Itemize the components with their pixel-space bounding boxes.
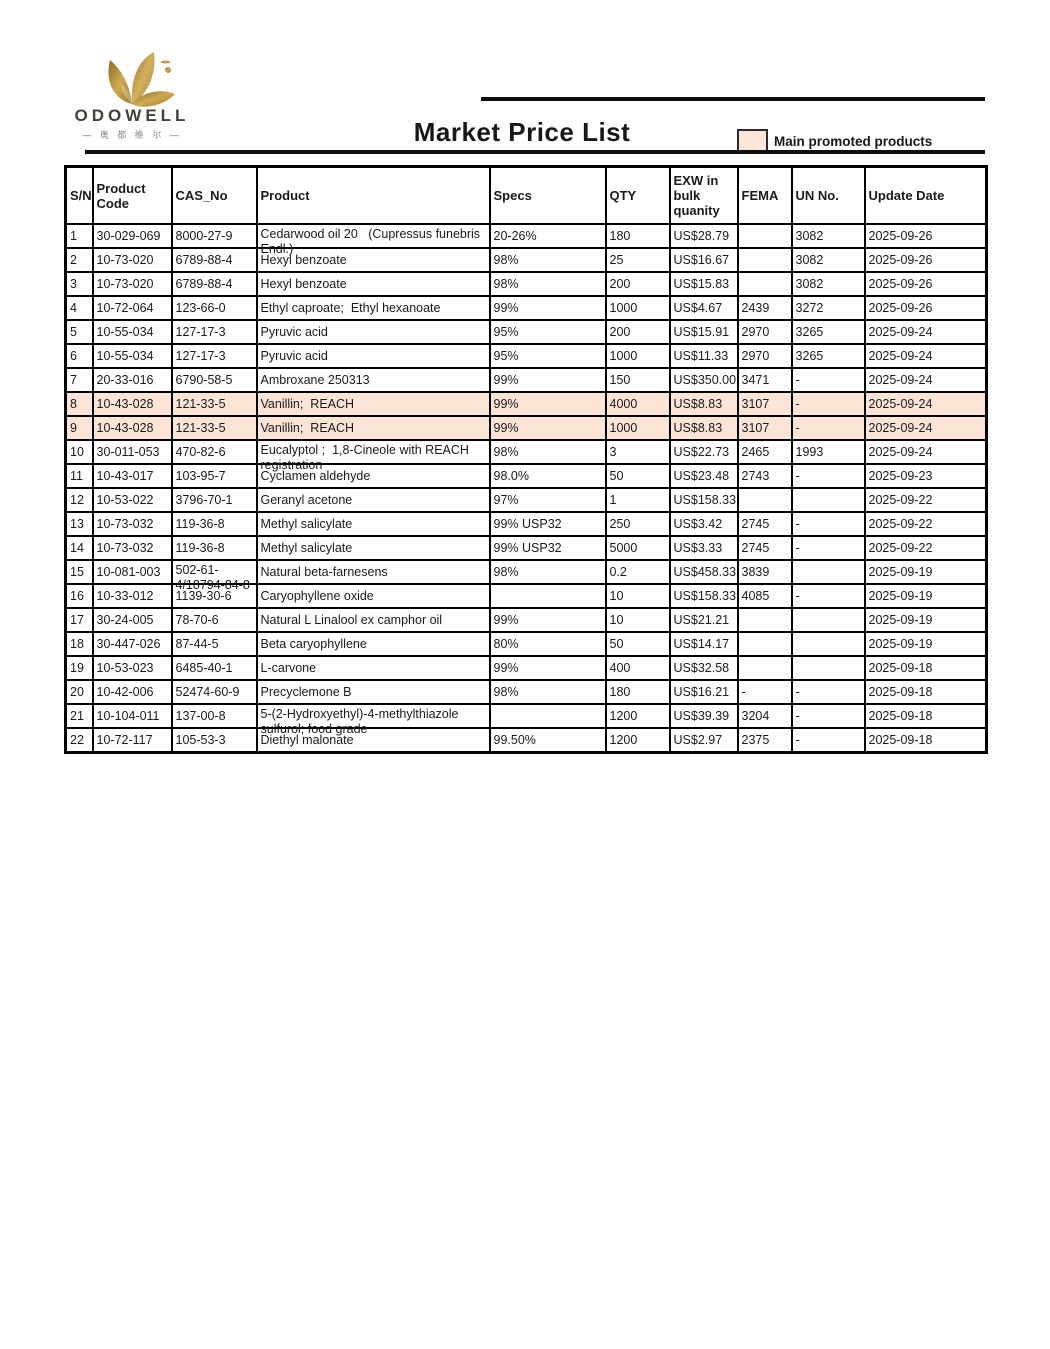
column-header-qty: QTY <box>606 167 670 225</box>
cell-un <box>792 608 865 632</box>
cell-exw: US$16.21 <box>670 680 738 704</box>
cell-exw: US$28.79 <box>670 224 738 248</box>
cell-date: 2025-09-18 <box>865 680 987 704</box>
cell-cas: 6790-58-5 <box>172 368 257 392</box>
cell-specs: 99% <box>490 416 606 440</box>
table-row <box>66 248 987 272</box>
cell-un: - <box>792 368 865 392</box>
table-row <box>66 320 987 344</box>
cell-cas: 127-17-3 <box>172 320 257 344</box>
table-row <box>66 656 987 680</box>
cell-sn: 9 <box>66 416 93 440</box>
price-table <box>64 165 988 754</box>
cell-qty: 0.2 <box>606 560 670 584</box>
cell-specs: 95% <box>490 320 606 344</box>
cell-code: 20-33-016 <box>93 368 172 392</box>
cell-sn: 14 <box>66 536 93 560</box>
cell-exw: US$3.42 <box>670 512 738 536</box>
cell-date: 2025-09-18 <box>865 704 987 728</box>
top-divider <box>481 97 985 101</box>
cell-product: Vanillin; REACH <box>257 416 490 440</box>
cell-sn: 7 <box>66 368 93 392</box>
cell-exw: US$350.00 <box>670 368 738 392</box>
cell-qty: 200 <box>606 320 670 344</box>
cell-product: Methyl salicylate <box>257 536 490 560</box>
cell-specs: 99% <box>490 608 606 632</box>
cell-date: 2025-09-19 <box>865 560 987 584</box>
cell-product: Pyruvic acid <box>257 344 490 368</box>
cell-un: - <box>792 392 865 416</box>
cell-date: 2025-09-22 <box>865 488 987 512</box>
cell-exw: US$158.33 <box>670 488 738 512</box>
cell-qty: 4000 <box>606 392 670 416</box>
table-row <box>66 464 987 488</box>
cell-fema: 2970 <box>738 320 792 344</box>
cell-sn: 1 <box>66 224 93 248</box>
cell-specs: 99% USP32 <box>490 512 606 536</box>
table-row <box>66 368 987 392</box>
cell-sn: 12 <box>66 488 93 512</box>
column-header-fema: FEMA <box>738 167 792 225</box>
cell-fema: 2439 <box>738 296 792 320</box>
table-row <box>66 296 987 320</box>
cell-exw: US$14.17 <box>670 632 738 656</box>
cell-specs: 97% <box>490 488 606 512</box>
cell-cas: 105-53-3 <box>172 728 257 753</box>
flower-logo-icon <box>80 46 184 108</box>
brand-logo <box>62 46 202 141</box>
cell-product: Natural L Linalool ex camphor oil <box>257 608 490 632</box>
cell-exw: US$22.73 <box>670 440 738 464</box>
cell-code: 10-43-017 <box>93 464 172 488</box>
cell-date: 2025-09-22 <box>865 536 987 560</box>
cell-qty: 10 <box>606 608 670 632</box>
cell-exw: US$21.21 <box>670 608 738 632</box>
cell-qty: 180 <box>606 224 670 248</box>
table-row <box>66 392 987 416</box>
cell-sn: 18 <box>66 632 93 656</box>
cell-specs: 99% <box>490 368 606 392</box>
table-row <box>66 704 987 728</box>
cell-product: Cedarwood oil 20 (Cupressus funebris Endl.) <box>257 224 490 248</box>
cell-sn: 13 <box>66 512 93 536</box>
cell-un <box>792 488 865 512</box>
cell-exw: US$39.39 <box>670 704 738 728</box>
brand-subtext: — 奥 都 维 尔 — <box>82 130 182 140</box>
cell-sn: 21 <box>66 704 93 728</box>
cell-cas: 119-36-8 <box>172 512 257 536</box>
table-row <box>66 488 987 512</box>
cell-fema: - <box>738 680 792 704</box>
cell-code: 10-73-020 <box>93 272 172 296</box>
cell-specs: 98% <box>490 272 606 296</box>
cell-code: 30-029-069 <box>93 224 172 248</box>
cell-product: Ethyl caproate; Ethyl hexanoate <box>257 296 490 320</box>
cell-cas: 127-17-3 <box>172 344 257 368</box>
cell-qty: 1000 <box>606 416 670 440</box>
cell-sn: 17 <box>66 608 93 632</box>
cell-code: 10-73-032 <box>93 512 172 536</box>
cell-fema: 4085 <box>738 584 792 608</box>
column-header-product: Product <box>257 167 490 225</box>
cell-code: 10-33-012 <box>93 584 172 608</box>
cell-qty: 250 <box>606 512 670 536</box>
table-row <box>66 344 987 368</box>
cell-cas: 6789-88-4 <box>172 248 257 272</box>
cell-fema <box>738 224 792 248</box>
cell-code: 10-73-032 <box>93 536 172 560</box>
cell-specs: 20-26% <box>490 224 606 248</box>
cell-fema <box>738 248 792 272</box>
cell-un: - <box>792 680 865 704</box>
cell-sn: 3 <box>66 272 93 296</box>
cell-product: Precyclemone B <box>257 680 490 704</box>
cell-un: - <box>792 536 865 560</box>
cell-un: 3265 <box>792 320 865 344</box>
cell-product: Caryophyllene oxide <box>257 584 490 608</box>
cell-code: 10-72-117 <box>93 728 172 753</box>
cell-fema: 3107 <box>738 416 792 440</box>
cell-date: 2025-09-24 <box>865 392 987 416</box>
cell-code: 10-72-064 <box>93 296 172 320</box>
cell-date: 2025-09-26 <box>865 224 987 248</box>
cell-code: 10-42-006 <box>93 680 172 704</box>
cell-cas: 121-33-5 <box>172 392 257 416</box>
cell-product: Eucalyptol ; 1,8-Cineole with REACH registration <box>257 440 490 464</box>
cell-exw: US$23.48 <box>670 464 738 488</box>
cell-product: Methyl salicylate <box>257 512 490 536</box>
cell-product: Cyclamen aldehyde <box>257 464 490 488</box>
cell-specs: 99% <box>490 656 606 680</box>
cell-qty: 150 <box>606 368 670 392</box>
title-divider <box>85 150 985 154</box>
cell-exw: US$32.58 <box>670 656 738 680</box>
brand-name: ODOWELL <box>74 106 190 125</box>
cell-qty: 25 <box>606 248 670 272</box>
table-row <box>66 224 987 248</box>
cell-sn: 4 <box>66 296 93 320</box>
promoted-label: Main promoted products <box>774 133 933 149</box>
cell-un: 3265 <box>792 344 865 368</box>
cell-exw: US$4.67 <box>670 296 738 320</box>
cell-exw: US$2.97 <box>670 728 738 753</box>
cell-date: 2025-09-26 <box>865 248 987 272</box>
cell-fema: 3204 <box>738 704 792 728</box>
cell-cas: 8000-27-9 <box>172 224 257 248</box>
cell-un: - <box>792 728 865 753</box>
cell-code: 10-104-011 <box>93 704 172 728</box>
cell-un: - <box>792 584 865 608</box>
cell-date: 2025-09-19 <box>865 608 987 632</box>
cell-specs <box>490 704 606 728</box>
cell-product: Diethyl malonate <box>257 728 490 753</box>
cell-fema: 2745 <box>738 536 792 560</box>
cell-un <box>792 560 865 584</box>
cell-specs: 99% USP32 <box>490 536 606 560</box>
cell-qty: 200 <box>606 272 670 296</box>
cell-cas: 121-33-5 <box>172 416 257 440</box>
cell-fema: 2375 <box>738 728 792 753</box>
column-header-cas-no: CAS_No <box>172 167 257 225</box>
column-header-un-no: UN No. <box>792 167 865 225</box>
cell-fema <box>738 656 792 680</box>
cell-specs: 99.50% <box>490 728 606 753</box>
cell-qty: 180 <box>606 680 670 704</box>
cell-code: 10-53-022 <box>93 488 172 512</box>
cell-date: 2025-09-26 <box>865 296 987 320</box>
cell-un: 1993 <box>792 440 865 464</box>
cell-cas: 52474-60-9 <box>172 680 257 704</box>
cell-date: 2025-09-22 <box>865 512 987 536</box>
cell-sn: 5 <box>66 320 93 344</box>
cell-fema: 3839 <box>738 560 792 584</box>
table-row <box>66 728 987 753</box>
cell-un: 3082 <box>792 224 865 248</box>
cell-fema: 2465 <box>738 440 792 464</box>
column-header-update-date: Update Date <box>865 167 987 225</box>
cell-date: 2025-09-24 <box>865 368 987 392</box>
cell-date: 2025-09-26 <box>865 272 987 296</box>
cell-specs: 99% <box>490 392 606 416</box>
table-row <box>66 416 987 440</box>
table-row <box>66 536 987 560</box>
cell-product: 5-(2-Hydroxyethyl)-4-methylthiazole sulfurol; food grade <box>257 704 490 728</box>
cell-date: 2025-09-19 <box>865 584 987 608</box>
cell-sn: 15 <box>66 560 93 584</box>
cell-exw: US$15.83 <box>670 272 738 296</box>
cell-code: 10-43-028 <box>93 416 172 440</box>
cell-exw: US$11.33 <box>670 344 738 368</box>
cell-fema: 3471 <box>738 368 792 392</box>
cell-fema: 2970 <box>738 344 792 368</box>
cell-specs: 98% <box>490 560 606 584</box>
cell-fema <box>738 488 792 512</box>
cell-fema: 2743 <box>738 464 792 488</box>
cell-date: 2025-09-18 <box>865 728 987 753</box>
cell-qty: 400 <box>606 656 670 680</box>
cell-product: Hexyl benzoate <box>257 248 490 272</box>
table-row <box>66 632 987 656</box>
cell-code: 10-53-023 <box>93 656 172 680</box>
cell-code: 10-73-020 <box>93 248 172 272</box>
cell-qty: 1000 <box>606 344 670 368</box>
cell-sn: 10 <box>66 440 93 464</box>
page-title: Market Price List <box>413 117 631 147</box>
cell-sn: 11 <box>66 464 93 488</box>
table-row <box>66 680 987 704</box>
cell-un: - <box>792 704 865 728</box>
cell-fema <box>738 608 792 632</box>
cell-cas: 6789-88-4 <box>172 272 257 296</box>
cell-date: 2025-09-24 <box>865 320 987 344</box>
cell-exw: US$158.33 <box>670 584 738 608</box>
cell-un: - <box>792 512 865 536</box>
cell-cas: 6485-40-1 <box>172 656 257 680</box>
cell-qty: 1200 <box>606 728 670 753</box>
cell-product: Beta caryophyllene <box>257 632 490 656</box>
cell-fema: 2745 <box>738 512 792 536</box>
cell-date: 2025-09-18 <box>865 656 987 680</box>
cell-code: 30-24-005 <box>93 608 172 632</box>
cell-qty: 10 <box>606 584 670 608</box>
cell-date: 2025-09-23 <box>865 464 987 488</box>
cell-sn: 19 <box>66 656 93 680</box>
cell-cas: 137-00-8 <box>172 704 257 728</box>
cell-cas: 1139-30-6 <box>172 584 257 608</box>
cell-un: - <box>792 464 865 488</box>
cell-exw: US$8.83 <box>670 392 738 416</box>
cell-product: L-carvone <box>257 656 490 680</box>
cell-product: Pyruvic acid <box>257 320 490 344</box>
cell-qty: 3 <box>606 440 670 464</box>
column-header-specs: Specs <box>490 167 606 225</box>
cell-sn: 6 <box>66 344 93 368</box>
cell-code: 30-011-053 <box>93 440 172 464</box>
cell-specs: 80% <box>490 632 606 656</box>
cell-un: - <box>792 416 865 440</box>
cell-product: Vanillin; REACH <box>257 392 490 416</box>
cell-specs: 98.0% <box>490 464 606 488</box>
cell-cas: 119-36-8 <box>172 536 257 560</box>
cell-un <box>792 632 865 656</box>
cell-qty: 50 <box>606 464 670 488</box>
cell-specs: 95% <box>490 344 606 368</box>
cell-date: 2025-09-19 <box>865 632 987 656</box>
cell-sn: 2 <box>66 248 93 272</box>
cell-code: 30-447-026 <box>93 632 172 656</box>
cell-cas: 123-66-0 <box>172 296 257 320</box>
cell-cas: 470-82-6 <box>172 440 257 464</box>
table-row <box>66 608 987 632</box>
cell-fema <box>738 272 792 296</box>
cell-cas: 3796-70-1 <box>172 488 257 512</box>
cell-code: 10-43-028 <box>93 392 172 416</box>
cell-product: Hexyl benzoate <box>257 272 490 296</box>
column-header-product-code: Product Code <box>93 167 172 225</box>
cell-date: 2025-09-24 <box>865 344 987 368</box>
cell-code: 10-55-034 <box>93 344 172 368</box>
cell-un: 3082 <box>792 272 865 296</box>
cell-sn: 20 <box>66 680 93 704</box>
cell-cas: 502-61- 4/18794-84-8 <box>172 560 257 584</box>
cell-sn: 16 <box>66 584 93 608</box>
table-row <box>66 560 987 584</box>
cell-exw: US$16.67 <box>670 248 738 272</box>
cell-date: 2025-09-24 <box>865 416 987 440</box>
cell-specs: 99% <box>490 296 606 320</box>
cell-qty: 1200 <box>606 704 670 728</box>
cell-specs: 98% <box>490 440 606 464</box>
cell-product: Geranyl acetone <box>257 488 490 512</box>
cell-qty: 1000 <box>606 296 670 320</box>
cell-exw: US$458.33 <box>670 560 738 584</box>
cell-un: 3082 <box>792 248 865 272</box>
cell-qty: 1 <box>606 488 670 512</box>
cell-sn: 22 <box>66 728 93 753</box>
table-row <box>66 272 987 296</box>
table-row <box>66 440 987 464</box>
cell-un <box>792 656 865 680</box>
cell-specs <box>490 584 606 608</box>
cell-sn: 8 <box>66 392 93 416</box>
cell-cas: 87-44-5 <box>172 632 257 656</box>
column-header-sn: S/N <box>66 167 93 225</box>
cell-fema: 3107 <box>738 392 792 416</box>
cell-exw: US$15.91 <box>670 320 738 344</box>
cell-product: Ambroxane 250313 <box>257 368 490 392</box>
column-header-exw: EXW in bulk quanity <box>670 167 738 225</box>
cell-exw: US$8.83 <box>670 416 738 440</box>
cell-cas: 78-70-6 <box>172 608 257 632</box>
cell-cas: 103-95-7 <box>172 464 257 488</box>
cell-qty: 50 <box>606 632 670 656</box>
cell-un: 3272 <box>792 296 865 320</box>
cell-code: 10-081-003 <box>93 560 172 584</box>
cell-qty: 5000 <box>606 536 670 560</box>
cell-specs: 98% <box>490 248 606 272</box>
cell-exw: US$3.33 <box>670 536 738 560</box>
header-row <box>66 167 987 225</box>
table-row <box>66 512 987 536</box>
cell-date: 2025-09-24 <box>865 440 987 464</box>
cell-product: Natural beta-farnesens <box>257 560 490 584</box>
cell-code: 10-55-034 <box>93 320 172 344</box>
cell-specs: 98% <box>490 680 606 704</box>
cell-fema <box>738 632 792 656</box>
